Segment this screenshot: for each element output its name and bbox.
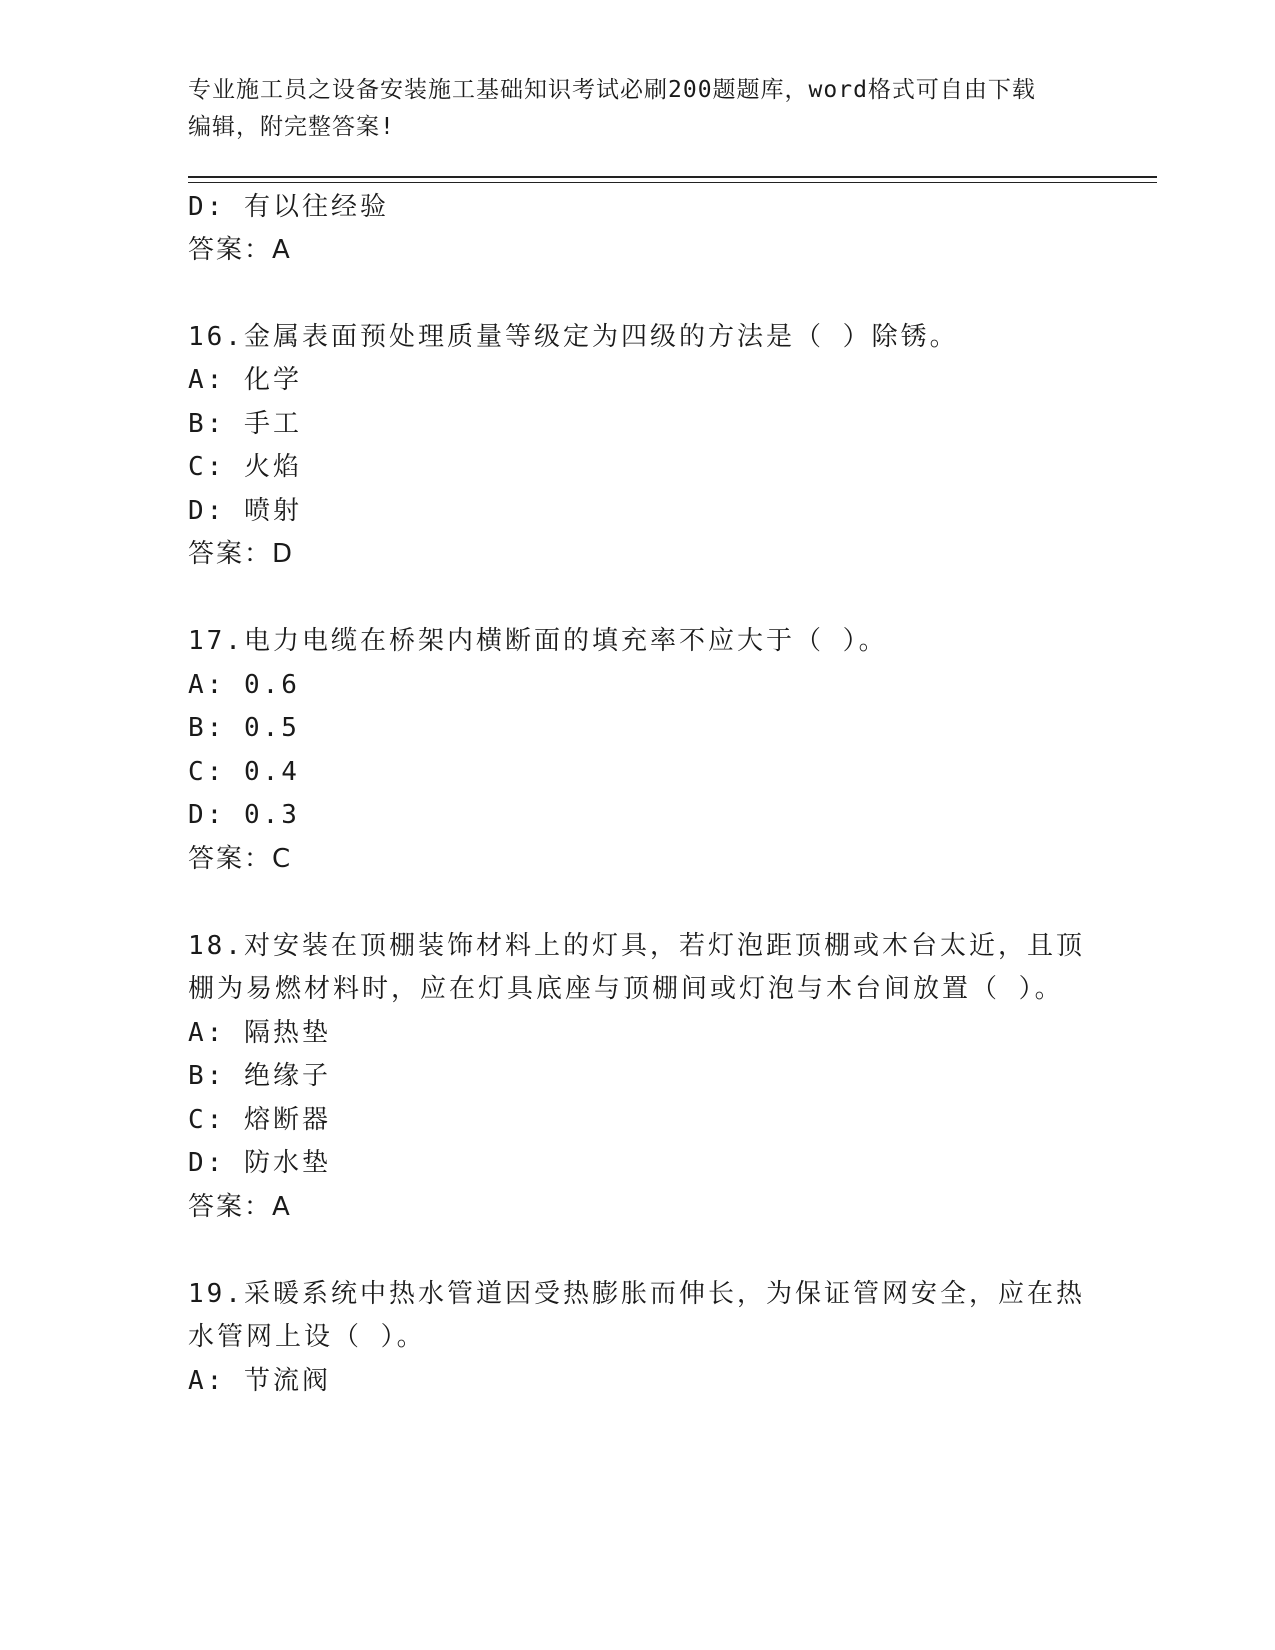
- question-17-stem: 17.电力电缆在桥架内横断面的填充率不应大于（ ）。: [188, 626, 888, 656]
- option-d: D: 0.3: [188, 800, 300, 830]
- header-line-1: 专业施工员之设备安装施工基础知识考试必刷200题题库，word格式可自由下载: [188, 77, 1036, 103]
- option-d: D: 有以往经验: [188, 192, 389, 222]
- option-a: A: 化学: [188, 365, 302, 395]
- option-d: D: 喷射: [188, 496, 302, 526]
- option-c: C: 火焰: [188, 452, 302, 482]
- option-b: B: 手工: [188, 409, 302, 439]
- option-c: C: 0.4: [188, 757, 300, 787]
- option-a: A: 隔热垫: [188, 1018, 331, 1048]
- question-18-stem-line-2: 棚为易燃材料时，应在灯具底座与顶棚间或灯泡与木台间放置（ ）。: [188, 974, 1064, 1004]
- option-b: B: 0.5: [188, 713, 300, 743]
- header-divider-thin: [188, 182, 1157, 183]
- question-16-stem: 16.金属表面预处理质量等级定为四级的方法是（ ）除锈。: [188, 322, 959, 352]
- page-header: [188, 72, 1088, 146]
- question-19-stem-line-2: 水管网上设（ ）。: [188, 1322, 426, 1352]
- answer-line: 答案：A: [188, 235, 292, 265]
- option-a: A: 0.6: [188, 670, 300, 700]
- option-a: A: 节流阀: [188, 1366, 331, 1396]
- answer-line: 答案：C: [188, 844, 293, 874]
- question-19-stem-line-1: 19.采暖系统中热水管道因受热膨胀而伸长，为保证管网安全，应在热: [188, 1279, 1085, 1309]
- header-line-2: 编辑，附完整答案!: [188, 114, 395, 140]
- option-c: C: 熔断器: [188, 1105, 331, 1135]
- option-b: B: 绝缘子: [188, 1061, 331, 1091]
- option-d: D: 防水垫: [188, 1148, 331, 1178]
- header-divider-thick: [188, 176, 1157, 178]
- question-18-stem-line-1: 18.对安装在顶棚装饰材料上的灯具，若灯泡距顶棚或木台太近，且顶: [188, 931, 1085, 961]
- answer-line: 答案：A: [188, 1192, 292, 1222]
- answer-line: 答案：D: [188, 539, 295, 569]
